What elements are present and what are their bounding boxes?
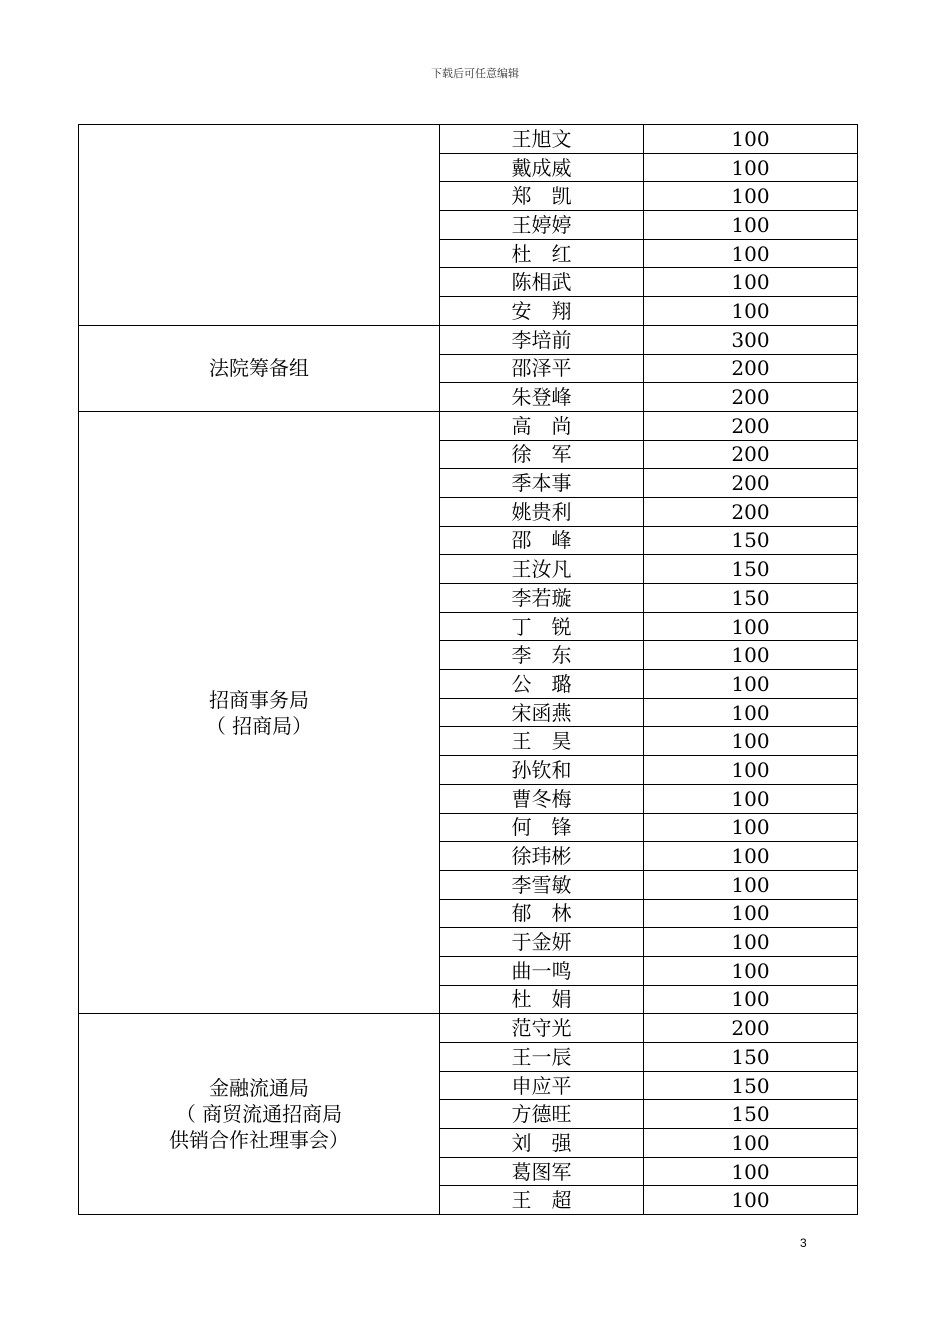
table-row xyxy=(79,1014,858,1043)
member-name: 王婷婷 xyxy=(511,212,572,237)
member-name: 安 翔 xyxy=(511,298,572,323)
amount-cell: 100 xyxy=(644,842,858,871)
member-name: 方德旺 xyxy=(511,1102,572,1127)
member-name: 朱登峰 xyxy=(511,385,572,410)
name-cell xyxy=(440,440,644,469)
member-name: 徐 军 xyxy=(511,442,572,467)
name-cell xyxy=(440,153,644,182)
amount-cell: 200 xyxy=(644,469,858,498)
amount-cell: 100 xyxy=(644,956,858,985)
member-name: 何 锋 xyxy=(511,815,572,840)
amount-cell: 100 xyxy=(644,182,858,211)
member-name: 葛图军 xyxy=(511,1159,572,1184)
amount-cell: 100 xyxy=(644,125,858,154)
amount-cell: 100 xyxy=(644,1157,858,1186)
name-cell xyxy=(440,1071,644,1100)
name-cell xyxy=(440,1186,644,1215)
member-name: 戴成威 xyxy=(511,155,572,180)
member-name: 邵泽平 xyxy=(511,356,572,381)
member-name: 王 超 xyxy=(511,1188,572,1213)
name-cell xyxy=(440,325,644,354)
header-note: 下载后可任意编辑 xyxy=(431,67,519,80)
member-name: 姚贵利 xyxy=(511,499,572,524)
member-name: 范守光 xyxy=(511,1016,572,1041)
roster-body xyxy=(79,125,858,1215)
amount-cell: 100 xyxy=(644,268,858,297)
name-cell xyxy=(440,784,644,813)
member-name: 邵 峰 xyxy=(511,528,572,553)
member-name: 李培前 xyxy=(511,327,572,352)
amount-cell: 100 xyxy=(644,612,858,641)
amount-cell: 150 xyxy=(644,1043,858,1072)
member-name: 丁 锐 xyxy=(511,614,572,639)
amount-cell: 100 xyxy=(644,784,858,813)
name-cell xyxy=(440,670,644,699)
member-name: 高 尚 xyxy=(511,413,572,438)
name-cell xyxy=(440,813,644,842)
amount-cell: 150 xyxy=(644,526,858,555)
name-cell xyxy=(440,411,644,440)
member-name: 郑 凯 xyxy=(511,184,572,209)
name-cell xyxy=(440,641,644,670)
name-cell xyxy=(440,526,644,555)
amount-cell: 100 xyxy=(644,211,858,240)
amount-cell: 100 xyxy=(644,670,858,699)
amount-cell: 100 xyxy=(644,297,858,326)
member-name: 王一辰 xyxy=(511,1044,572,1069)
name-cell xyxy=(440,870,644,899)
name-cell xyxy=(440,1100,644,1129)
name-cell xyxy=(440,928,644,957)
table-row xyxy=(79,411,858,440)
name-cell xyxy=(440,985,644,1014)
amount-cell: 100 xyxy=(644,239,858,268)
member-name: 申应平 xyxy=(511,1073,572,1098)
name-cell xyxy=(440,211,644,240)
member-name: 李 东 xyxy=(511,643,572,668)
department-cell: 金融流通局 （ 商贸流通招商局 供销合作社理事会） xyxy=(79,1014,440,1215)
amount-cell: 100 xyxy=(644,1129,858,1158)
roster-table xyxy=(78,124,858,1215)
member-name: 王旭文 xyxy=(511,126,572,151)
member-name: 季本事 xyxy=(511,471,572,496)
name-cell xyxy=(440,125,644,154)
table-row xyxy=(79,125,858,154)
member-name: 李雪敏 xyxy=(511,872,572,897)
amount-cell: 200 xyxy=(644,411,858,440)
name-cell xyxy=(440,842,644,871)
table-row xyxy=(79,325,858,354)
amount-cell: 300 xyxy=(644,325,858,354)
amount-cell: 100 xyxy=(644,928,858,957)
member-name: 公 璐 xyxy=(511,671,572,696)
member-name: 陈相武 xyxy=(511,270,572,295)
name-cell xyxy=(440,1014,644,1043)
member-name: 宋函燕 xyxy=(511,700,572,725)
amount-cell: 200 xyxy=(644,1014,858,1043)
name-cell xyxy=(440,1043,644,1072)
page-number: 3 xyxy=(800,1236,807,1250)
amount-cell: 100 xyxy=(644,698,858,727)
name-cell xyxy=(440,956,644,985)
amount-cell: 150 xyxy=(644,555,858,584)
name-cell xyxy=(440,756,644,785)
member-name: 王汝凡 xyxy=(511,557,572,582)
department-cell xyxy=(79,125,440,326)
name-cell xyxy=(440,182,644,211)
amount-cell: 200 xyxy=(644,383,858,412)
member-name: 杜 红 xyxy=(511,241,572,266)
department-cell: 法院筹备组 xyxy=(79,325,440,411)
amount-cell: 100 xyxy=(644,899,858,928)
name-cell xyxy=(440,354,644,383)
name-cell xyxy=(440,1129,644,1158)
amount-cell: 150 xyxy=(644,584,858,613)
name-cell xyxy=(440,1157,644,1186)
name-cell xyxy=(440,268,644,297)
amount-cell: 100 xyxy=(644,813,858,842)
name-cell xyxy=(440,239,644,268)
amount-cell: 100 xyxy=(644,1186,858,1215)
member-name: 于金妍 xyxy=(511,930,572,955)
amount-cell: 100 xyxy=(644,756,858,785)
member-name: 李若璇 xyxy=(511,585,572,610)
name-cell xyxy=(440,383,644,412)
member-name: 杜 娟 xyxy=(511,987,572,1012)
name-cell xyxy=(440,497,644,526)
amount-cell: 150 xyxy=(644,1071,858,1100)
member-name: 郁 林 xyxy=(511,901,572,926)
member-name: 王 昊 xyxy=(511,729,572,754)
amount-cell: 200 xyxy=(644,440,858,469)
member-name: 曹冬梅 xyxy=(511,786,572,811)
amount-cell: 100 xyxy=(644,727,858,756)
member-name: 徐玮彬 xyxy=(511,844,572,869)
amount-cell: 150 xyxy=(644,1100,858,1129)
member-name: 曲一鸣 xyxy=(511,958,572,983)
name-cell xyxy=(440,612,644,641)
name-cell xyxy=(440,727,644,756)
amount-cell: 100 xyxy=(644,153,858,182)
department-cell: 招商事务局 （ 招商局） xyxy=(79,411,440,1013)
amount-cell: 100 xyxy=(644,870,858,899)
name-cell xyxy=(440,698,644,727)
amount-cell: 200 xyxy=(644,497,858,526)
amount-cell: 100 xyxy=(644,985,858,1014)
amount-cell: 100 xyxy=(644,641,858,670)
name-cell xyxy=(440,584,644,613)
member-name: 孙钦和 xyxy=(511,757,572,782)
name-cell xyxy=(440,555,644,584)
name-cell xyxy=(440,469,644,498)
member-name: 刘 强 xyxy=(511,1130,572,1155)
name-cell xyxy=(440,899,644,928)
amount-cell: 200 xyxy=(644,354,858,383)
name-cell xyxy=(440,297,644,326)
